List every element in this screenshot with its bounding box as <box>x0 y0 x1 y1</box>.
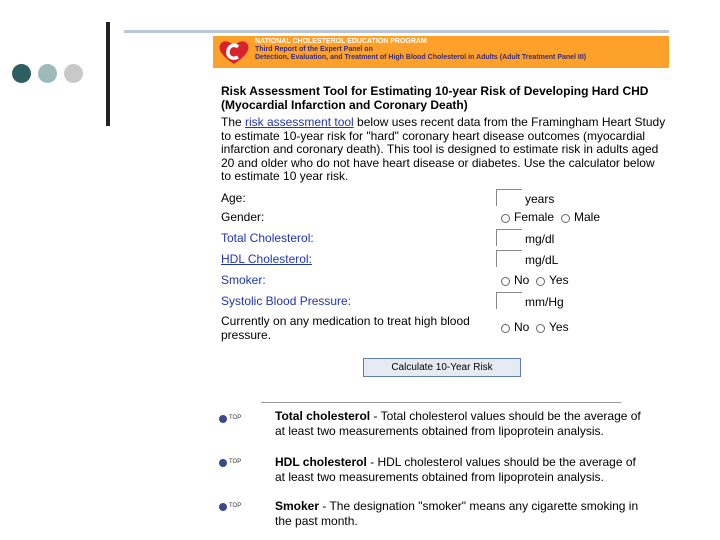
intro-before: The <box>221 115 246 129</box>
smoker-no-radio[interactable] <box>501 277 510 286</box>
banner-report-title: Third Report of the Expert Panel on <box>255 46 373 53</box>
top-link-2[interactable] <box>219 458 243 468</box>
medication-no-label: No <box>514 320 530 334</box>
calculate-risk-button[interactable]: Calculate 10-Year Risk <box>363 358 521 377</box>
smoker-label: Smoker: <box>221 273 266 287</box>
smoker-no-label: No <box>514 273 530 287</box>
section-divider <box>261 402 621 403</box>
web-page-screenshot <box>213 36 669 528</box>
medication-yes-radio[interactable] <box>536 324 545 333</box>
age-unit: years <box>525 192 555 206</box>
definition-total-cholesterol <box>275 409 645 438</box>
slide-horizontal-rule <box>124 30 669 33</box>
medication-label-line1: Currently on any medication to treat high blood <box>221 314 470 328</box>
medication-no-radio[interactable] <box>501 324 510 333</box>
definition-term: HDL cholesterol <box>275 455 367 469</box>
systolic-bp-input[interactable] <box>496 292 522 309</box>
male-label: Male <box>574 210 601 224</box>
total-cholesterol-input[interactable] <box>496 229 522 246</box>
smoker-yes-label: Yes <box>549 273 569 287</box>
age-input[interactable] <box>496 189 522 206</box>
medication-label-line2: pressure. <box>221 328 272 342</box>
slide-bullets <box>12 64 83 83</box>
top-label: TOP <box>229 459 242 465</box>
top-label: TOP <box>229 415 242 421</box>
medication-yes-label: Yes <box>549 320 569 334</box>
definition-text: - The designation "smoker" means any cigarette smoking in the past month. <box>275 499 639 528</box>
hdl-cholesterol-link[interactable]: HDL Cholesterol: <box>221 252 312 266</box>
top-arrow-icon <box>219 503 227 511</box>
top-link-3[interactable] <box>219 502 243 512</box>
banner-program-name: NATIONAL CHOLESTEROL EDUCATION PROGRAM <box>255 38 427 45</box>
smoker-yes-radio[interactable] <box>536 277 545 286</box>
age-label: Age: <box>221 191 246 205</box>
systolic-bp-label: Systolic Blood Pressure: <box>221 294 352 308</box>
page-title: Risk Assessment Tool for Estimating 10-year Risk of Developing Hard CHD (Myocardial Infarction and Coronary Death) <box>221 84 649 112</box>
top-link-1[interactable] <box>219 414 243 424</box>
total-cholesterol-unit: mg/dl <box>525 232 555 246</box>
total-cholesterol-label: Total Cholesterol: <box>221 231 314 245</box>
gender-label: Gender: <box>221 210 265 224</box>
definition-term: Smoker <box>275 499 320 513</box>
definition-text: - Total cholesterol values should be the average of at least two measurements obtained from lipoprotein analysis. <box>275 409 641 438</box>
definition-hdl-cholesterol <box>275 455 645 484</box>
bullet-dot-grey <box>64 64 83 83</box>
bullet-dot-light <box>38 64 57 83</box>
systolic-bp-unit: mm/Hg <box>525 295 564 309</box>
top-label: TOP <box>229 503 242 509</box>
male-radio[interactable] <box>561 214 570 223</box>
intro-paragraph <box>221 116 667 184</box>
banner-report-subtitle: Detection, Evaluation, and Treatment of High Blood Cholesterol in Adults (Adult Treatment Panel III) <box>255 54 587 61</box>
female-radio[interactable] <box>501 214 510 223</box>
definition-text: - HDL cholesterol values should be the average of at least two measurements obtained from lipoprotein analysis. <box>275 455 636 484</box>
slide-vertical-rule <box>106 22 110 126</box>
intro-after: below uses recent data from the Framingham Heart Study to estimate 10-year risk for "hard" coronary heart disease outcomes (myocardial infarction and coronary death). This tool is designed to estimate risk in adults aged 20 and older who do not have heart disease or diabetes. Use the calculator below to estimate 10 year risk. <box>221 115 666 183</box>
hdl-cholesterol-unit: mg/dL <box>525 253 559 267</box>
definition-smoker <box>275 499 645 528</box>
top-arrow-icon <box>219 415 227 423</box>
bullet-dot-dark <box>12 64 31 83</box>
risk-assessment-tool-link[interactable]: risk assessment tool <box>245 115 354 129</box>
female-label: Female <box>514 210 555 224</box>
ncep-heart-logo-icon <box>216 38 252 66</box>
ncep-banner <box>213 36 669 68</box>
top-arrow-icon <box>219 459 227 467</box>
definition-term: Total cholesterol <box>275 409 371 423</box>
hdl-cholesterol-input[interactable] <box>496 250 522 267</box>
